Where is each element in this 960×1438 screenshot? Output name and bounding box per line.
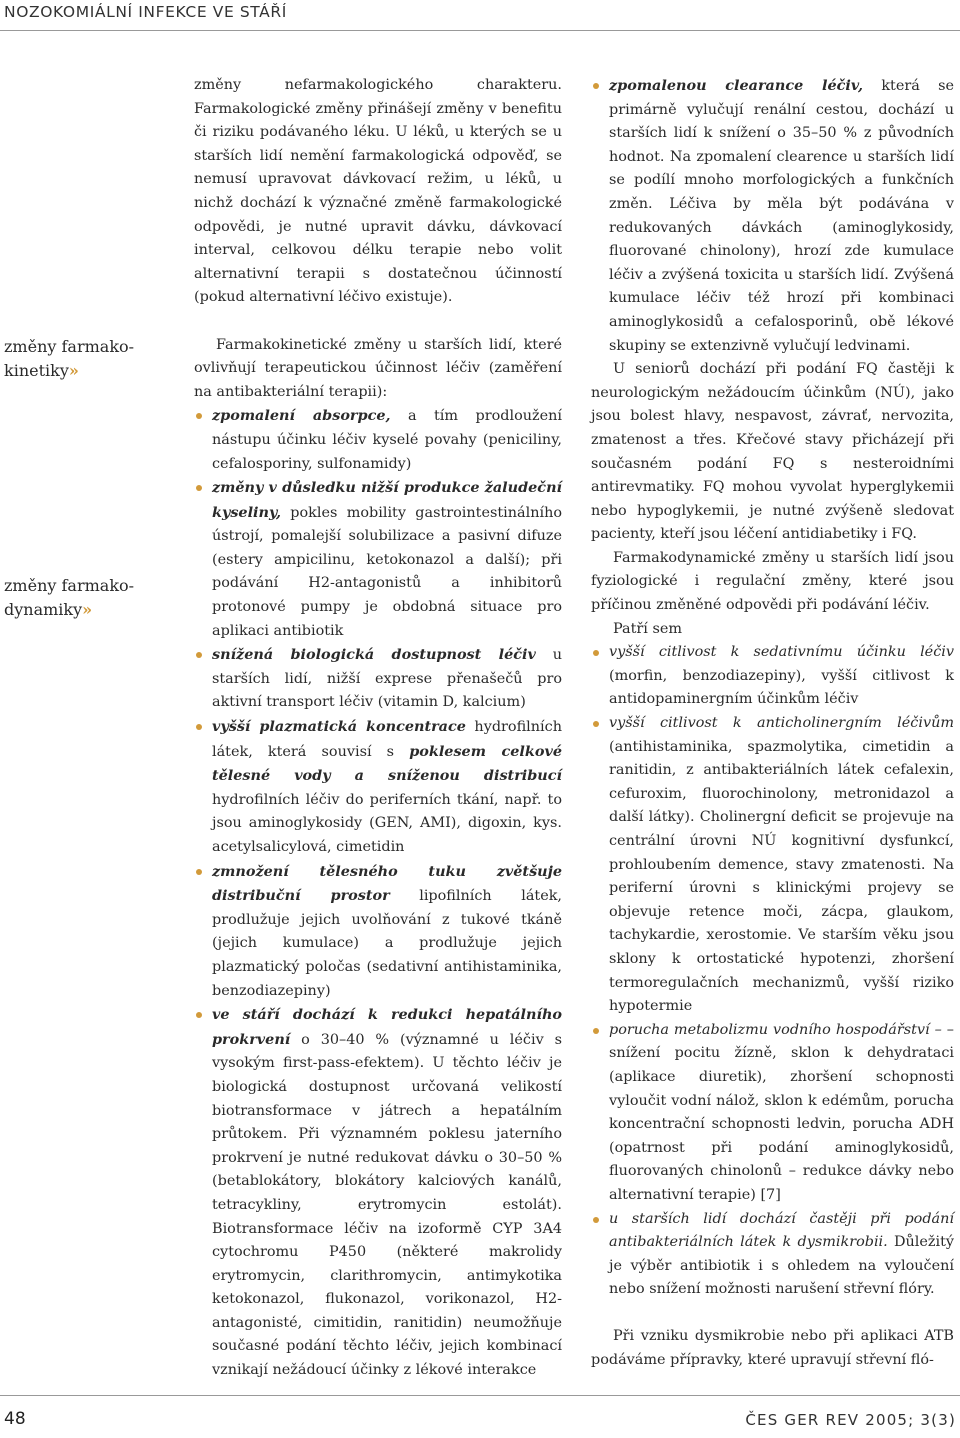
text-column-right [591,74,954,1373]
paragraph: Farmakokinetické změny u starších lidí, které ovlivňují terapeutickou účinnost léčiv (zaměření na antibakteriální terapii): [194,336,562,400]
list-item: porucha metabolizmu vodního hospodářství – – snížení pocitu žízně, sklon k dehydrataci (aplikace diuretik), zhoršení schopnosti vyloučit vodní nálož, sklon k edémům, porucha koncentrační schopnosti ledvin, porucha ADH (opatrnost při podání aminoglykosidů, fluorovaných chinolonů – redukce dávky nebo alternativní terapie) [7] [591,1019,954,1208]
list-item: vyšší plazmatická koncentrace hydrofilních látek, která souvisí s poklesem celkové tělesné vody a sníženou distribucí hydrofilních léčiv do periferních tkání, např. to jsou aminoglykosidy (GEN, AMI), digoxin, kys. acetylsalicylová, cimetidin [194,715,562,860]
paragraph: Farmakodynamické změny u starších lidí jsou fyziologické i regulační změny, které jsou příčinou změněné odpovědi při podávání léčiv. [591,549,954,614]
sidebar-label-pharmacokinetics [4,335,164,383]
list-item: změny v důsledku nižší produkce žaludeční kyseliny, pokles mobility gastrointestinálního ústrojí, pomalejší solubilizace a pasivní difuze (estery ampicilinu, ketokonazol a další); při podávání H2-antagonistů a inhibitorů protonové pumpy je obdobná situace pro aplikaci antibiotik [194,476,562,643]
sidebar-label-text: změny farmako- kinetiky [4,337,135,380]
page-number: 48 [4,1409,26,1429]
paragraph: Patří sem [613,620,683,637]
list-item: zpomalenou clearance léčiv, která se primárně vylučují renální cestou, dochází u starších lidí k snížení o 35–50 % z původních hodnot. Na zpomalení clearence u starších lidí se podílí mnoho morfologických a funkčních změn. Léčiva by měla být podávána v redukovaných dávkách (aminoglykosidy, fluorované chinolony), hrozí zde kumulace léčiv a zvýšená toxicita u starších lidí. Zvýšená kumulace léčiv též hrozí při kombinaci aminoglykosidů a cefalosporinů, obě lékové skupiny se extenzivně vylučují ledvinami. [591,74,954,358]
list-item: u starších lidí dochází častěji při podání antibakteriálních látek k dysmikrobii. Důležitý je výběr antibiotik i s ohledem na vyloučení nebo snížení možnosti narušení střevní flóry. [591,1208,954,1302]
paragraph: Při vzniku dysmikrobie nebo při aplikaci ATB podáváme přípravky, které upravují střevní fló- [591,1328,954,1369]
list-item: vyšší citlivost k anticholinergním léčivům (antihistaminika, spazmolytika, cimetidin a ranitidin, z antibakteriálních látek cefalexin, cefuroxim, fluorochinolony, metronidazol a další látky). Cholinergní deficit se projevuje na centrální úrovni NÚ kognitivní dysfunkcí, prohloubením demence, stavy zmatenosti. Na periferní úrovni s klinickými projevy se objevuje retence moči, zácpa, glaukom, tachykardie, xerostomie. Ve starším věku jsou sklony k ortostatické hypotenzi, zhoršení termoregulačních mechanizmů, vyšší riziko hypotermie [591,712,954,1019]
bullet-list [591,74,954,358]
running-title: NOZOKOMIÁLNÍ INFEKCE VE STÁŘÍ [4,3,287,21]
list-item: ve stáří dochází k redukci hepatálního prokrvení o 30–40 % (významné u léčiv s vysokým first-pass-efektem). U těchto léčiv je biologická dostupnost určovaná velikostí biotransformace v játrech a hepatálním průtokem. Při významném poklesu jaterního prokrvení je nutné redukovat dávku o 30–50 % (betablokátory, blokátory kalciových kanálů, tetracykliny, erytromycin estolát). Biotransformace léčiv na izoformě CYP 3A4 cytochromu P450 (některé makrolidy erytromycin, clarithromycin, antimykotika ketokonazol, flukonazol, vorikonazol, H2-antagonisté, cimitidin, ranitidin) neumožňuje současné podání těchto léčiv, jejich kombinací vznikají nežádoucí účinky z lékové interakce [194,1003,562,1383]
header-rule [0,30,960,31]
journal-citation: ČES GER REV 2005; 3(3) [745,1411,956,1429]
bullet-list [194,404,562,1382]
footer-rule [0,1395,960,1396]
paragraph: U seniorů dochází při podání FQ častěji k neurologickým nežádoucím účinkům (NÚ), jako jsou bolest hlavy, nespavost, závrať, nervozita, zmatenost a třes. Křečové stavy přicházejí při současném podání FQ s nesteroidními antirevmatiky. FQ mohou vyvolat hyperglykemii nebo hypoglykemii, je nutné zvýšeně sledovat pacienty, kteří jsou léčení antidiabetiky i FQ. [591,361,954,543]
double-chevron-right-icon: » [68,361,76,380]
list-item: vyšší citlivost k sedativnímu účinku léčiv (morfin, benzodiazepiny), vyšší citlivost k antidopaminergním účinkům léčiv [591,641,954,712]
text-column-left [194,74,562,1383]
sidebar-label-text: změny farmako- dynamiky [4,576,135,619]
sidebar-label-pharmacodynamics [4,574,164,622]
list-item: zpomalení absorpce, a tím prodloužení nástupu účinku léčiv kyselé povahy (peniciliny, cefalosporiny, sulfonamidy) [194,404,562,476]
bullet-list [591,641,954,1302]
paragraph: změny nefarmakologického charakteru. Farmakologické změny přinášejí změny v benefitu či riziku podávaného léku. U léků, u kterých se u starších lidí nemění farmakologická odpověď, se nemusí upravovat dávkovací režim, u léků, u nichž dochází k význačné změně farmakologické odpovědi, je nutné upravit dávku, dávkovací interval, celkovou délku terapie nebo volit alternativní terapii s dostatečnou účinností (pokud alternativní léčivo existuje). [194,77,562,306]
list-item: snížená biologická dostupnost léčiv u starších lidí, nižší exprese přenašečů pro aktivní transport léčiv (vitamin D, kalcium) [194,643,562,715]
double-chevron-right-icon: » [82,600,90,619]
list-item: zmnožení tělesného tuku zvětšuje distribuční prostor lipofilních látek, prodlužuje jejich uvolňování z tukové tkáně (jejich kumulace) a prodlužuje jejich plazmatický poločas (sedativní antihistaminika, benzodiazepiny) [194,860,562,1004]
